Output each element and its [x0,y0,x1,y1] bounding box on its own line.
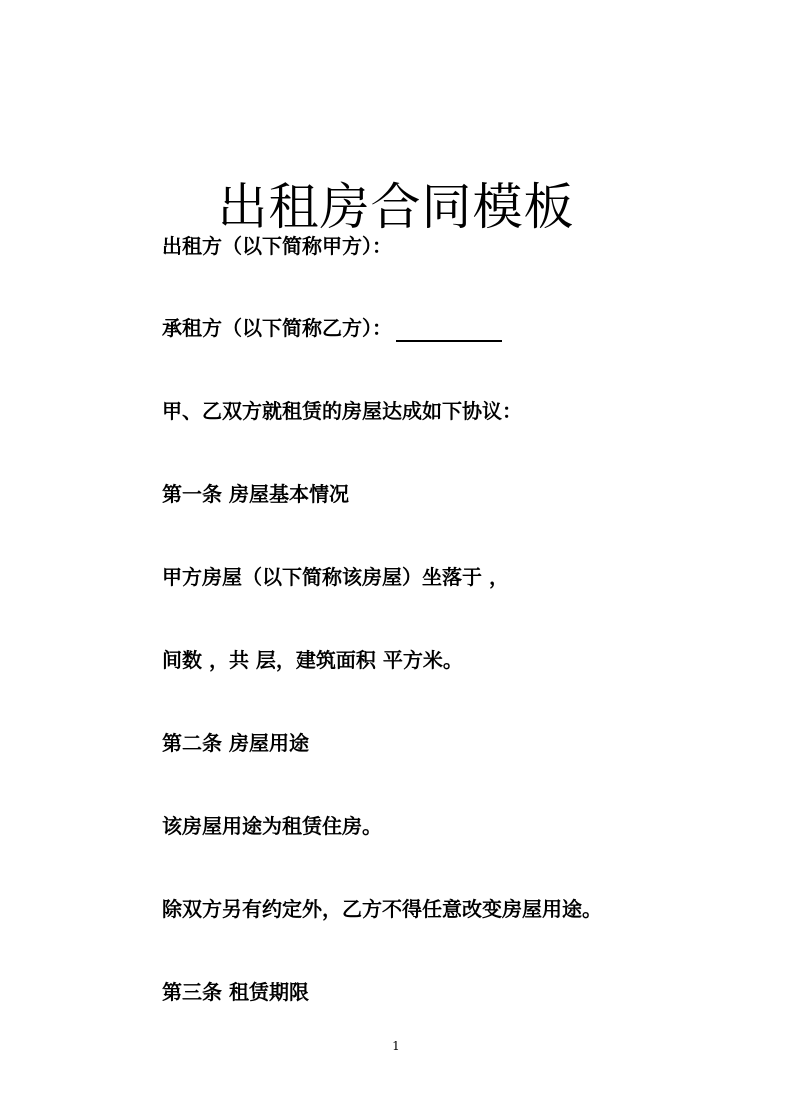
paragraph-text: 出租方（以下简称甲方）： [162,234,392,258]
section-heading-article-1 [162,480,349,508]
page-number: 1 [392,1039,400,1053]
paragraph-house-location [162,563,509,591]
section-heading-article-3 [162,978,309,1006]
paragraph-text: 除双方另有约定外，乙方不得任意改变房屋用途。 [162,897,602,921]
paragraph-text: 间数 ，共 层，建筑面积 平方米。 [162,648,463,672]
paragraph-text: 第三条 租赁期限 [162,980,309,1004]
paragraph-text: 甲、乙双方就租赁的房屋达成如下协议： [162,399,522,423]
fill-in-blank-line [396,318,502,342]
paragraph-agreement [162,397,522,425]
paragraph-lessee [162,314,502,342]
paragraph-text: 承租方（以下简称乙方）： [162,316,392,340]
paragraph-use-restriction [162,895,602,923]
paragraph-text: 甲方房屋（以下简称该房屋）坐落于 ， [162,565,509,589]
paragraph-text: 第一条 房屋基本情况 [162,482,349,506]
paragraph-text: 第二条 房屋用途 [162,731,309,755]
section-heading-article-2 [162,729,309,757]
document-title: 出租房合同模板 [217,177,575,236]
paragraph-text: 该房屋用途为租赁住房。 [162,814,382,838]
paragraph-house-area [162,646,463,674]
paragraph-lessor [162,232,392,260]
paragraph-house-use [162,812,382,840]
